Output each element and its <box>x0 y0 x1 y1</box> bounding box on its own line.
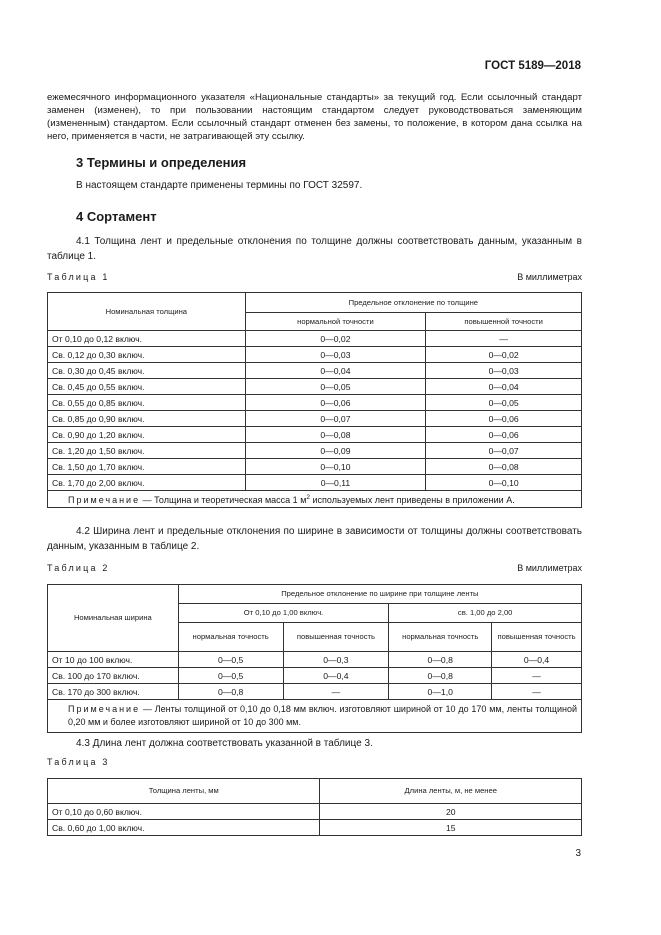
table2-cell: 0—0,8 <box>389 668 492 684</box>
table-1-unit: В миллиметрах <box>517 272 582 282</box>
table-1-header-normal: нормальной точности <box>245 313 426 331</box>
table-1-header-nominal: Номинальная толщина <box>48 293 246 331</box>
table1-cell: 0—0,08 <box>245 427 426 443</box>
table3-row <box>48 820 582 836</box>
table-3 <box>47 778 582 836</box>
table2-row <box>48 684 582 700</box>
table1-cell: 0—0,05 <box>426 395 582 411</box>
page-number: 3 <box>575 848 581 859</box>
table1-cell: 0—0,10 <box>426 475 582 491</box>
table-3-caption: Таблица 3 <box>47 757 110 767</box>
table1-cell: Св. 0,55 до 0,85 включ. <box>48 395 246 411</box>
table1-row <box>48 411 582 427</box>
table2-cell: — <box>492 668 582 684</box>
table1-cell: 0—0,10 <box>245 459 426 475</box>
table1-cell: Св. 1,20 до 1,50 включ. <box>48 443 246 459</box>
table1-cell: 0—0,04 <box>426 379 582 395</box>
table1-cell: — <box>426 331 582 347</box>
table2-cell: 0—0,5 <box>178 652 283 668</box>
table1-cell: Св. 0,30 до 0,45 включ. <box>48 363 246 379</box>
table-1-note-sup: 2 <box>306 494 311 501</box>
table-3-header-thickness: Толщина ленты, мм <box>48 779 320 804</box>
table2-cell: Св. 170 до 300 включ. <box>48 684 179 700</box>
paragraph-4-3: 4.3 Длина лент должна соответствовать указанной в таблице 3. <box>76 738 373 749</box>
table1-row <box>48 347 582 363</box>
table-1-header-deviation: Предельное отклонение по толщине <box>245 293 581 313</box>
section-3-title: 3 Термины и определения <box>76 155 247 170</box>
standard-code: ГОСТ 5189—2018 <box>484 60 581 72</box>
table-2-note-text: — Ленты толщиной от 0,10 до 0,18 мм включ. изготовляют шириной от 10 до 170 мм, ленты толщиной 0,20 мм и более изготовляют шириной от 10 до 300 мм. <box>68 704 577 727</box>
table-2-header-increased-2: повышенная точность <box>492 623 582 652</box>
table-3-header-length: Длина ленты, м, не менее <box>320 779 582 804</box>
section-4-title: 4 Сортамент <box>76 209 157 224</box>
table1-row <box>48 443 582 459</box>
table-2 <box>47 584 582 733</box>
table-1-header-increased: повышенной точности <box>426 313 582 331</box>
table1-cell: 0—0,04 <box>245 363 426 379</box>
table2-row <box>48 668 582 684</box>
table1-cell: Св. 0,90 до 1,20 включ. <box>48 427 246 443</box>
table1-cell: 0—0,02 <box>426 347 582 363</box>
table1-cell: Св. 0,85 до 0,90 включ. <box>48 411 246 427</box>
table3-cell: 20 <box>320 804 582 820</box>
table2-cell: 0—0,8 <box>178 684 283 700</box>
table-2-header-range-1: От 0,10 до 1,00 включ. <box>178 604 389 623</box>
table1-cell: 0—0,05 <box>245 379 426 395</box>
section-3-text: В настоящем стандарте применены термины по ГОСТ 32597. <box>76 180 363 191</box>
table3-cell: 15 <box>320 820 582 836</box>
table1-cell: Св. 0,12 до 0,30 включ. <box>48 347 246 363</box>
table2-cell: Св. 100 до 170 включ. <box>48 668 179 684</box>
table-2-header-range-2: св. 1,00 до 2,00 <box>389 604 582 623</box>
table-2-note <box>48 700 582 733</box>
table1-cell: Св. 1,50 до 1,70 включ. <box>48 459 246 475</box>
paragraph-4-1: 4.1 Толщина лент и предельные отклонения по толщине должны соответствовать данным, указанным в таблице 1. <box>47 236 582 262</box>
table1-cell: Св. 1,70 до 2,00 включ. <box>48 475 246 491</box>
table-2-header-normal-1: нормальная точность <box>178 623 283 652</box>
table1-cell: 0—0,09 <box>245 443 426 459</box>
table2-cell: От 10 до 100 включ. <box>48 652 179 668</box>
paragraph-4-2: 4.2 Ширина лент и предельные отклонения по ширине в зависимости от толщины должны соответствовать данным, указанным в таблице 2. <box>47 526 582 552</box>
table-2-header-nominal-width: Номинальная ширина <box>48 585 179 652</box>
table2-cell: 0—0,3 <box>283 652 389 668</box>
table-2-caption: Таблица 2 <box>47 563 110 573</box>
table1-row <box>48 395 582 411</box>
table1-cell: 0—0,03 <box>426 363 582 379</box>
table1-cell: 0—0,03 <box>245 347 426 363</box>
table1-row <box>48 475 582 491</box>
table1-cell: 0—0,06 <box>245 395 426 411</box>
table1-row <box>48 427 582 443</box>
table2-cell: 0—0,8 <box>389 652 492 668</box>
intro-paragraph: ежемесячного информационного указателя «Национальные стандарты» за текущий год. Если ссылочный стандарт заменен (изменен), то при пользовании настоящим стандартом следует руководствоваться заменяющим (измененным) стандартом. Если ссылочный стандарт отменен без замены, то положение, в котором дана ссылка на него, применяется в части, не затрагивающей эту ссылку. <box>47 92 582 142</box>
table1-row <box>48 331 582 347</box>
table2-cell: 0—0,4 <box>283 668 389 684</box>
table-1-note-label: Примечание <box>68 495 141 505</box>
table2-cell: — <box>492 684 582 700</box>
table-1-note-text: — Толщина и теоретическая масса 1 м <box>140 495 307 505</box>
table-2-header-normal-2: нормальная точность <box>389 623 492 652</box>
table-2-note-label: Примечание <box>68 704 141 714</box>
table1-cell: 0—0,11 <box>245 475 426 491</box>
table2-cell: 0—0,4 <box>492 652 582 668</box>
table-1-caption: Таблица 1 <box>47 272 110 282</box>
table1-cell: 0—0,02 <box>245 331 426 347</box>
table1-cell: 0—0,06 <box>426 427 582 443</box>
table-1 <box>47 292 582 508</box>
table1-cell: 0—0,06 <box>426 411 582 427</box>
table2-cell: — <box>283 684 389 700</box>
table-1-note <box>48 491 582 508</box>
table2-cell: 0—0,5 <box>178 668 283 684</box>
table-2-header-increased-1: повышенная точность <box>283 623 389 652</box>
table3-row <box>48 804 582 820</box>
table3-cell: От 0,10 до 0,60 включ. <box>48 804 320 820</box>
table2-cell: 0—1,0 <box>389 684 492 700</box>
table-2-header-deviation: Предельное отклонение по ширине при толщине ленты <box>178 585 581 604</box>
table1-cell: 0—0,08 <box>426 459 582 475</box>
table1-row <box>48 459 582 475</box>
table1-row <box>48 379 582 395</box>
table-2-unit: В миллиметрах <box>517 563 582 573</box>
table3-cell: Св. 0,60 до 1,00 включ. <box>48 820 320 836</box>
table1-cell: От 0,10 до 0,12 включ. <box>48 331 246 347</box>
table-1-note-tail: используемых лент приведены в приложении А. <box>310 495 515 505</box>
table2-row <box>48 652 582 668</box>
table1-cell: 0—0,07 <box>426 443 582 459</box>
table1-cell: Св. 0,45 до 0,55 включ. <box>48 379 246 395</box>
table1-row <box>48 363 582 379</box>
table1-cell: 0—0,07 <box>245 411 426 427</box>
